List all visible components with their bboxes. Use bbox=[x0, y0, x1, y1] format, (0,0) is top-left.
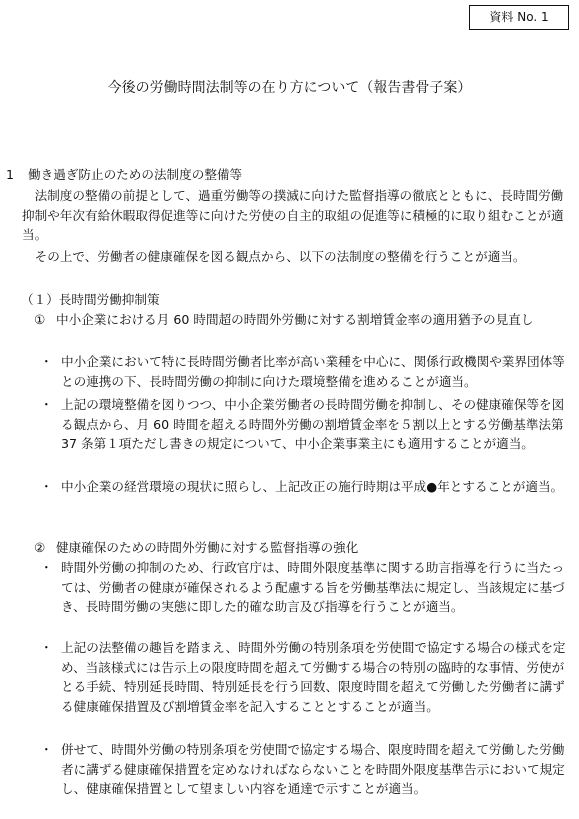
bullet-text: 上記の法整備の趣旨を踏まえ、時間外労働の特別条項を労使間で協定する場合の様式を定め、当該様式には告示上の限度時間を超えて労働する場合の特別の臨時的な事情、労使がとる手続、特別延長時間、特別延長を行う回数、限度時間を超えて労働した労働者に講ずる健康確保措置及び割増賃金率を記入することとすることが適当。 bbox=[61, 640, 566, 714]
subsection-1-heading: （１）長時間労働抑制策 bbox=[21, 292, 160, 307]
item-2-bullet-2 bbox=[40, 638, 572, 716]
section-1-paragraph-1: 法制度の整備の前提として、過重労働等の撲滅に向けた監督指導の徹底とともに、長時間労働抑制や年次有給休暇取得促進等に向けた労使の自主的取組の促進等に積極的に取り組むことが適当。 bbox=[22, 188, 564, 242]
bullet-text: 上記の環境整備を図りつつ、中小企業労働者の長時間労働を抑制し、その健康確保等を図る観点から、月 60 時間を超える時間外労働の割増賃金率を５割以上とする労働基準法第 37 条第１項ただし書きの規定について、中小企業事業主にも適用することが適当。 bbox=[61, 397, 565, 451]
item-2-bullet-1 bbox=[40, 558, 572, 617]
bullet-text: 中小企業の経営環境の現状に照らし、上記改正の施行時期は平成●年とすることが適当。 bbox=[61, 479, 564, 494]
bullet-mark: ・ bbox=[40, 640, 53, 655]
bullet-text: 併せて、時間外労働の特別条項を労使間で協定する場合、限度時間を超えて労働した労働者に講ずる健康確保措置を定めなければならないことを時間外限度基準告示において規定し、健康確保措置として望ましい内容を通達で示すことが適当。 bbox=[61, 742, 565, 796]
bullet-mark: ・ bbox=[40, 354, 53, 369]
item-1-title: 中小企業における月 60 時間超の時間外労働に対する割増賃金率の適用猶予の見直し bbox=[56, 312, 534, 327]
document-title: 今後の労働時間法制等の在り方について（報告書骨子案） bbox=[107, 80, 472, 96]
section-1-title: 働き過ぎ防止のための法制度の整備等 bbox=[28, 167, 243, 182]
item-1-mark: ① bbox=[34, 312, 46, 327]
bullet-text: 時間外労働の抑制のため、行政官庁は、時間外限度基準に関する助言指導を行うに当たっては、労働者の健康が確保されるよう配慮する旨を労働基準法に規定し、当該規定に基づき、長時間労働の実態に即した的確な助言及び指導を行うことが適当。 bbox=[61, 560, 565, 614]
item-2-title: 健康確保のための時間外労働に対する監督指導の強化 bbox=[56, 540, 359, 555]
section-1-number: 1 bbox=[6, 167, 15, 182]
item-1-heading bbox=[34, 310, 572, 330]
item-2-bullet-3 bbox=[40, 740, 572, 799]
section-1-heading bbox=[6, 166, 242, 184]
bullet-text: 中小企業において特に長時間労働者比率が高い業種を中心に、関係行政機関や業界団体等との連携の下、長時間労働の抑制に向けた環境整備を進めることが適当。 bbox=[61, 354, 565, 389]
item-2-heading bbox=[34, 538, 572, 558]
bullet-mark: ・ bbox=[40, 397, 53, 412]
bullet-mark: ・ bbox=[40, 742, 53, 757]
bullet-mark: ・ bbox=[40, 560, 53, 575]
item-2-mark: ② bbox=[34, 540, 46, 555]
section-1-paragraph-2: その上で、労働者の健康確保を図る観点から、以下の法制度の整備を行うことが適当。 bbox=[22, 249, 526, 264]
item-1-bullet-1 bbox=[40, 352, 572, 391]
document-number-label: 資料 No. 1 bbox=[469, 5, 569, 30]
item-1-bullet-2 bbox=[40, 395, 572, 454]
item-1-bullet-3 bbox=[40, 477, 572, 497]
bullet-mark: ・ bbox=[40, 479, 53, 494]
